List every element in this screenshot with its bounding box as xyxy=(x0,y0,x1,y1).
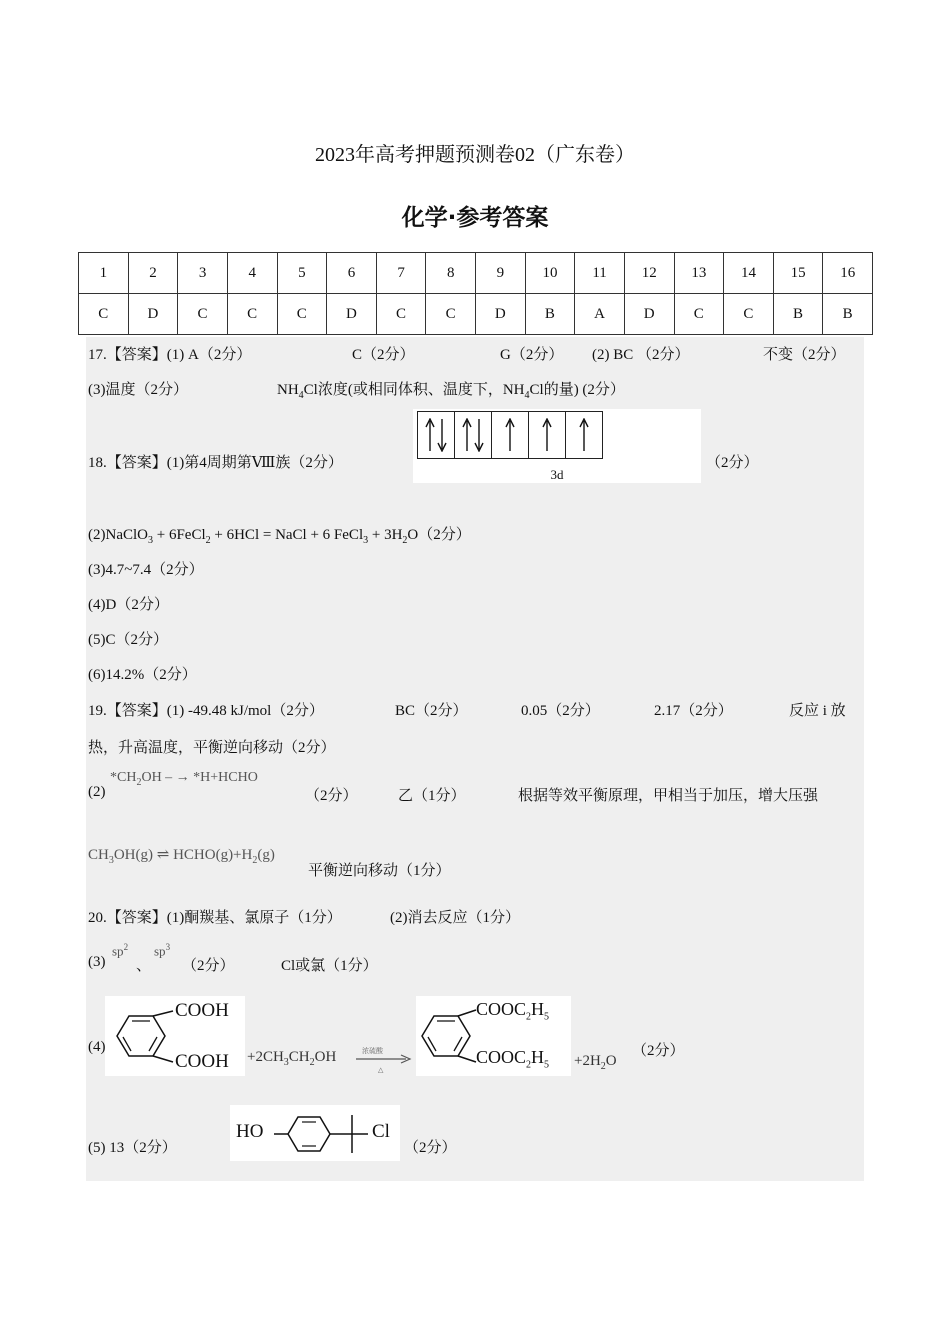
q20-part1: 20.【答案】(1)酮羰基、氯原子（1分） xyxy=(88,910,342,926)
question-number: 12 xyxy=(624,253,674,294)
q19-k: 2.17（2分） xyxy=(654,703,733,719)
q20-part4-label: (4) xyxy=(88,1039,106,1055)
orbital-box-single xyxy=(529,412,566,458)
text-run: OH – → *H+HCHO xyxy=(141,770,258,785)
answer-choice: C xyxy=(79,294,129,335)
q20-part3-cl: Cl或氯（1分） xyxy=(281,958,378,974)
reaction-arrow-icon xyxy=(354,1054,412,1064)
carboxyl-group-top: COOH xyxy=(175,1000,229,1021)
answer-choice: D xyxy=(327,294,377,335)
orbital-box-single xyxy=(566,412,602,458)
carboxyl-group-bottom: COOH xyxy=(175,1051,229,1072)
question-number: 10 xyxy=(525,253,575,294)
question-number: 16 xyxy=(823,253,873,294)
answer-table xyxy=(78,252,873,335)
q20-separator: 、 xyxy=(136,958,152,974)
orbital-box-single xyxy=(492,412,529,458)
answer-choice-row xyxy=(79,294,873,335)
text-run: Cl浓度(或相同体积、温度下，NH xyxy=(303,382,525,398)
q20-ethanol-reagent xyxy=(247,1049,336,1068)
question-number: 7 xyxy=(376,253,426,294)
q20-part3-score: （2分） xyxy=(182,958,235,974)
text-run: OH(g) ⇌ HCHO(g)+H xyxy=(113,847,253,863)
text-run: (2)NaClO xyxy=(88,527,148,543)
q17-answer-g: G（2分） xyxy=(500,347,564,363)
q19-equilibrium-equation xyxy=(88,845,275,866)
q20-part5-score: （2分） xyxy=(404,1140,457,1156)
text-run: + 6HCl = NaCl + 6 FeCl xyxy=(210,527,364,543)
text-run: OH xyxy=(314,1049,337,1065)
q20-hybrid-sp3 xyxy=(154,942,170,959)
q17-part1: 17.【答案】(1) A（2分） xyxy=(88,347,252,363)
q19-reason-end: 热，升高温度，平衡逆向移动（2分） xyxy=(88,740,336,756)
text-run: NH xyxy=(277,382,299,398)
paper-title: 2023年高考押题预测卷02（广东卷） xyxy=(315,144,635,166)
q19-step-score: （2分） xyxy=(305,788,358,804)
subscript: 2 xyxy=(600,1061,606,1072)
text-run: + 6FeCl xyxy=(153,527,206,543)
text-run: CH xyxy=(88,847,109,863)
answer-choice: C xyxy=(178,294,228,335)
text-run: Cl的量) (2分） xyxy=(529,382,625,398)
text-run: O（2分） xyxy=(407,527,471,543)
text-run: sp xyxy=(154,943,166,959)
q17-unchanged: 不变（2分） xyxy=(763,347,846,363)
question-number: 3 xyxy=(178,253,228,294)
orbital-box-paired xyxy=(455,412,492,458)
q20-hybrid-sp2 xyxy=(112,942,128,959)
subscript: 2 xyxy=(252,855,258,866)
answer-choice: B xyxy=(773,294,823,335)
q19-part2-label: (2) xyxy=(88,784,106,800)
text-run: H xyxy=(531,999,545,1019)
q20-water-product xyxy=(574,1053,617,1072)
q20-part2: (2)消去反应（1分） xyxy=(390,910,520,926)
text-run: *CH xyxy=(110,770,137,785)
text-run: (g) xyxy=(257,847,275,863)
answer-choice: B xyxy=(525,294,575,335)
text-run: O xyxy=(605,1053,617,1069)
text-run: +2CH xyxy=(247,1049,284,1065)
subscript: 2 xyxy=(526,1011,532,1023)
answer-choice: B xyxy=(823,294,873,335)
spin-down-arrow-icon xyxy=(437,418,447,452)
q18-part4: (4)D（2分） xyxy=(88,597,169,613)
q17-part3-temp: (3)温度（2分） xyxy=(88,382,188,398)
q19-bc: BC（2分） xyxy=(395,703,468,719)
answer-choice: C xyxy=(674,294,724,335)
q17-part3-conc xyxy=(277,378,625,401)
subscript: 3 xyxy=(148,535,153,546)
question-number: 13 xyxy=(674,253,724,294)
q18-orbital-score: （2分） xyxy=(706,455,759,471)
text-run: sp xyxy=(112,943,124,959)
subscript: 3 xyxy=(283,1057,289,1068)
superscript: 3 xyxy=(165,942,171,952)
orbital-box-paired xyxy=(418,412,455,458)
answer-choice: C xyxy=(724,294,774,335)
question-number: 14 xyxy=(724,253,774,294)
q19-explanation: 根据等效平衡原理，甲相当于加压，增大压强 xyxy=(518,788,819,804)
q19-value: 0.05（2分） xyxy=(521,703,600,719)
spin-down-arrow-icon xyxy=(474,418,484,452)
text-run: +2H xyxy=(574,1053,601,1069)
text-run: + 3H xyxy=(368,527,403,543)
q17-answer-c: C（2分） xyxy=(352,347,415,363)
answer-choice: C xyxy=(227,294,277,335)
spin-up-arrow-icon xyxy=(425,418,435,452)
q18-equation xyxy=(88,523,471,546)
question-number: 5 xyxy=(277,253,327,294)
orbital-diagram xyxy=(413,409,701,483)
subscript: 4 xyxy=(298,390,304,401)
q18-part6: (6)14.2%（2分） xyxy=(88,667,197,683)
q19-part1: 19.【答案】(1) -49.48 kJ/mol（2分） xyxy=(88,703,324,719)
q20-part5: (5) 13（2分） xyxy=(88,1140,177,1156)
answer-choice: D xyxy=(128,294,178,335)
spin-up-arrow-icon xyxy=(505,418,515,452)
ester-group-bottom xyxy=(476,1047,549,1071)
reaction-condition: 浓硫酸 xyxy=(362,1047,383,1055)
q17-part2: (2) BC （2分） xyxy=(592,347,690,363)
chlorophenol-structure xyxy=(230,1105,400,1161)
answer-title: 化学·参考答案 xyxy=(401,205,549,231)
hydroxyl-group: HO xyxy=(236,1121,264,1142)
q19-shift: 平衡逆向移动（1分） xyxy=(308,863,451,879)
subscript: 2 xyxy=(136,776,142,788)
q18-part5: (5)C（2分） xyxy=(88,632,168,648)
orbital-boxes xyxy=(417,411,603,459)
question-number: 9 xyxy=(476,253,526,294)
spin-up-arrow-icon xyxy=(462,418,472,452)
text-run: COOC xyxy=(476,1047,527,1067)
reaction-heat: △ xyxy=(378,1066,384,1074)
question-number: 11 xyxy=(575,253,625,294)
q20-part3-label: (3) xyxy=(88,954,106,970)
text-run: CH xyxy=(288,1049,310,1065)
question-number: 6 xyxy=(327,253,377,294)
subscript: 2 xyxy=(309,1057,315,1068)
subscript: 3 xyxy=(363,535,369,546)
subscript: 3 xyxy=(108,855,114,866)
q19-choice: 乙（1分） xyxy=(398,788,466,804)
spin-up-arrow-icon xyxy=(579,418,589,452)
diethyl-phthalate-structure xyxy=(416,996,571,1076)
answer-choice: D xyxy=(476,294,526,335)
phthalic-acid-structure xyxy=(105,996,245,1076)
answer-choice: A xyxy=(575,294,625,335)
answer-choice: C xyxy=(376,294,426,335)
question-number: 2 xyxy=(128,253,178,294)
q19-elementary-step xyxy=(110,770,258,788)
answer-choice: D xyxy=(624,294,674,335)
subscript: 5 xyxy=(544,1011,550,1023)
subscript: 2 xyxy=(526,1059,532,1071)
subscript: 2 xyxy=(205,535,211,546)
q18-part1: 18.【答案】(1)第4周期第Ⅷ族（2分） xyxy=(88,455,343,471)
question-number: 4 xyxy=(227,253,277,294)
subscript: 4 xyxy=(524,390,530,401)
q18-part3: (3)4.7~7.4（2分） xyxy=(88,562,204,578)
ester-group-top xyxy=(476,999,549,1023)
spin-up-arrow-icon xyxy=(542,418,552,452)
q20-part4-score: （2分） xyxy=(632,1043,685,1059)
question-number: 1 xyxy=(79,253,129,294)
question-number: 8 xyxy=(426,253,476,294)
question-number: 15 xyxy=(773,253,823,294)
text-run: COOC xyxy=(476,999,527,1019)
subscript: 5 xyxy=(544,1059,550,1071)
orbital-label: 3d xyxy=(550,467,564,482)
chloro-group: Cl xyxy=(372,1121,390,1142)
superscript: 2 xyxy=(123,942,129,952)
text-run: H xyxy=(531,1047,545,1067)
subscript: 2 xyxy=(402,535,408,546)
q19-reason-start: 反应 i 放 xyxy=(789,703,846,719)
answer-number-row xyxy=(79,253,873,294)
answer-choice: C xyxy=(277,294,327,335)
answer-choice: C xyxy=(426,294,476,335)
